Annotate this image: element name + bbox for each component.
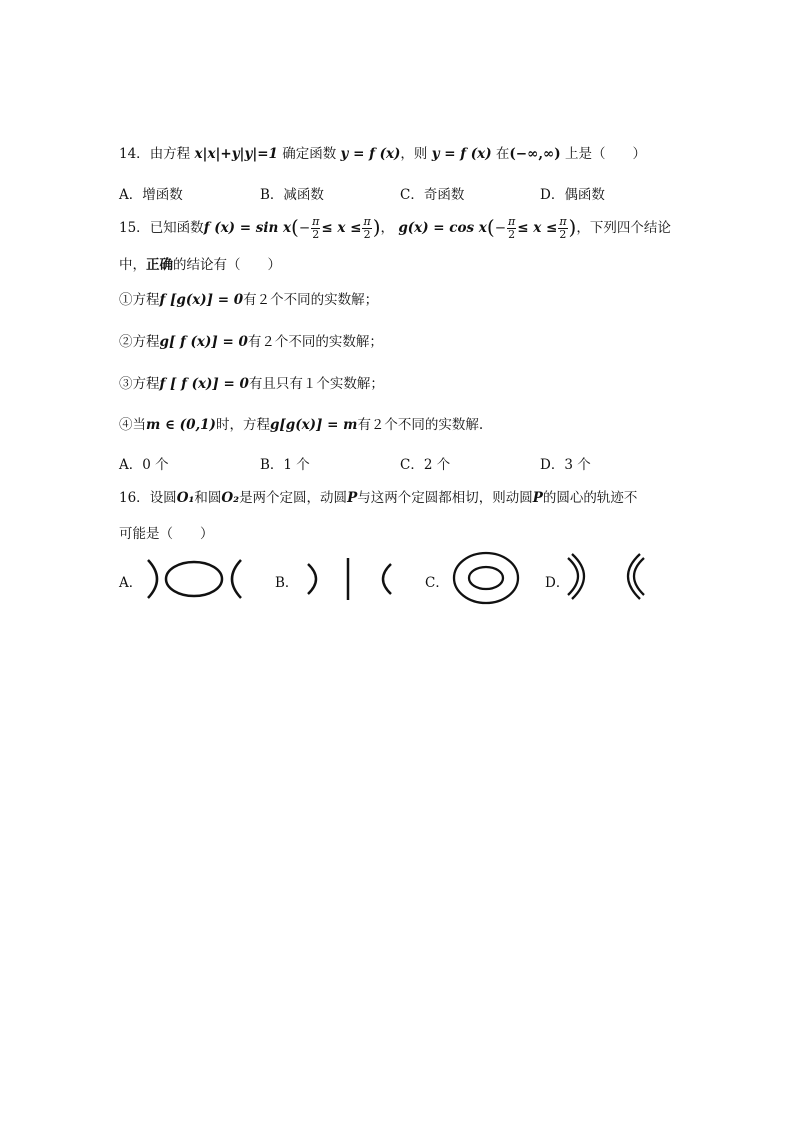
left-arc xyxy=(148,560,157,598)
q16-option-b-figure xyxy=(302,556,397,602)
function-f-def: f (x) = sin x xyxy=(203,220,292,236)
function-g-def: g(x) = cos x xyxy=(398,220,487,236)
question-number: 15． xyxy=(119,220,150,236)
q16-option-d-label: D． xyxy=(545,575,570,591)
circle-o1: O₁ xyxy=(176,490,195,506)
equation: f [g(x)] = 0 xyxy=(159,292,244,308)
stem-text: ，下列四个结论 xyxy=(576,220,671,236)
question-number: 14． xyxy=(119,146,150,162)
center-ellipse xyxy=(166,562,222,596)
equation: f [ f (x)] = 0 xyxy=(159,376,249,392)
q16-option-a-figure xyxy=(142,556,247,602)
question-16-stem: 16．设圆O₁和圆O₂是两个定圆，动圆P与这两个定圆都相切，则动圆P的圆心的轨迹不 xyxy=(119,490,638,506)
question-15-stem-line2: 中，正确的结论有（ ） xyxy=(119,257,281,273)
paren-close: ) xyxy=(372,215,381,239)
stem-text: 在 xyxy=(495,146,510,162)
paren-open: ( xyxy=(291,215,299,239)
fraction: $\frac{\pi}{2}$ xyxy=(559,215,567,241)
q16-option-c-figure xyxy=(450,550,522,606)
paren-close: ) xyxy=(568,215,577,239)
circle-p: P xyxy=(532,490,543,506)
right-arc xyxy=(232,560,241,598)
condition: m ∈ (0,1) xyxy=(146,417,216,433)
inequality: ≤ x ≤ xyxy=(321,220,362,236)
stem-text: 上是（ ） xyxy=(564,146,646,162)
equation-xy: x|x|+y|y|=1 xyxy=(194,146,278,162)
left-arc xyxy=(308,564,316,594)
equation: g[ f (x)] = 0 xyxy=(159,334,248,350)
q14-option-d: D．偶函数 xyxy=(540,187,605,203)
fraction: $\frac{\pi}{2}$ xyxy=(312,215,320,241)
q16-option-d-figure xyxy=(566,552,648,602)
question-16-stem-line2: 可能是（ ） xyxy=(119,526,214,542)
equation: g[g(x)] = m xyxy=(269,417,358,433)
statement-1: ①方程f [g(x)] = 0有２个不同的实数解； xyxy=(119,292,379,308)
q15-option-a: A．0 个 xyxy=(119,457,169,473)
left-arc-inner xyxy=(568,558,578,595)
circle-o2: O₂ xyxy=(221,490,240,506)
circle-p: P xyxy=(347,490,358,506)
outer-ellipse xyxy=(454,553,518,603)
function-y-fx: y = f (x) xyxy=(431,146,492,162)
emphasis-correct: 正确 xyxy=(146,257,173,273)
question-15-stem xyxy=(119,216,671,241)
right-arc xyxy=(383,564,391,594)
question-14-stem xyxy=(119,144,646,164)
minus-sign: − xyxy=(494,220,506,236)
q15-option-c: C．2 个 xyxy=(400,457,451,473)
inequality: ≤ x ≤ xyxy=(517,220,558,236)
fraction: $\frac{\pi}{2}$ xyxy=(508,215,516,241)
q16-option-b-label: B． xyxy=(275,575,299,591)
q15-option-d: D．3 个 xyxy=(540,457,591,473)
stem-text: 确定函数 xyxy=(282,146,337,162)
function-y-fx: y = f (x) xyxy=(340,146,401,162)
statement-3: ③方程f [ f (x)] = 0有且只有１个实数解； xyxy=(119,376,384,392)
minus-sign: − xyxy=(298,220,311,236)
inner-ellipse xyxy=(469,567,503,589)
q16-option-c-label: C． xyxy=(425,575,449,591)
q14-option-b: B．减函数 xyxy=(260,187,324,203)
statement-4: ④当m ∈ (0,1)时，方程g[g(x)] = m有２个不同的实数解. xyxy=(119,417,484,433)
q16-option-a-label: A． xyxy=(119,575,143,591)
separator: ， xyxy=(380,220,395,236)
q15-option-b: B．1 个 xyxy=(260,457,310,473)
stem-text: ，则 xyxy=(400,146,428,162)
fraction: $\frac{\pi}{2}$ xyxy=(363,215,371,241)
q14-option-a: A．增函数 xyxy=(119,187,183,203)
right-arc-inner xyxy=(634,558,644,595)
q14-option-c: C．奇函数 xyxy=(400,187,465,203)
question-number: 16． xyxy=(119,490,150,506)
stem-text: 由方程 xyxy=(149,146,191,162)
paren-open: ( xyxy=(486,215,495,239)
stem-text: 已知函数 xyxy=(149,220,204,236)
statement-2: ②方程g[ f (x)] = 0有２个不同的实数解； xyxy=(119,334,383,350)
interval: (−∞,∞) xyxy=(509,146,561,162)
